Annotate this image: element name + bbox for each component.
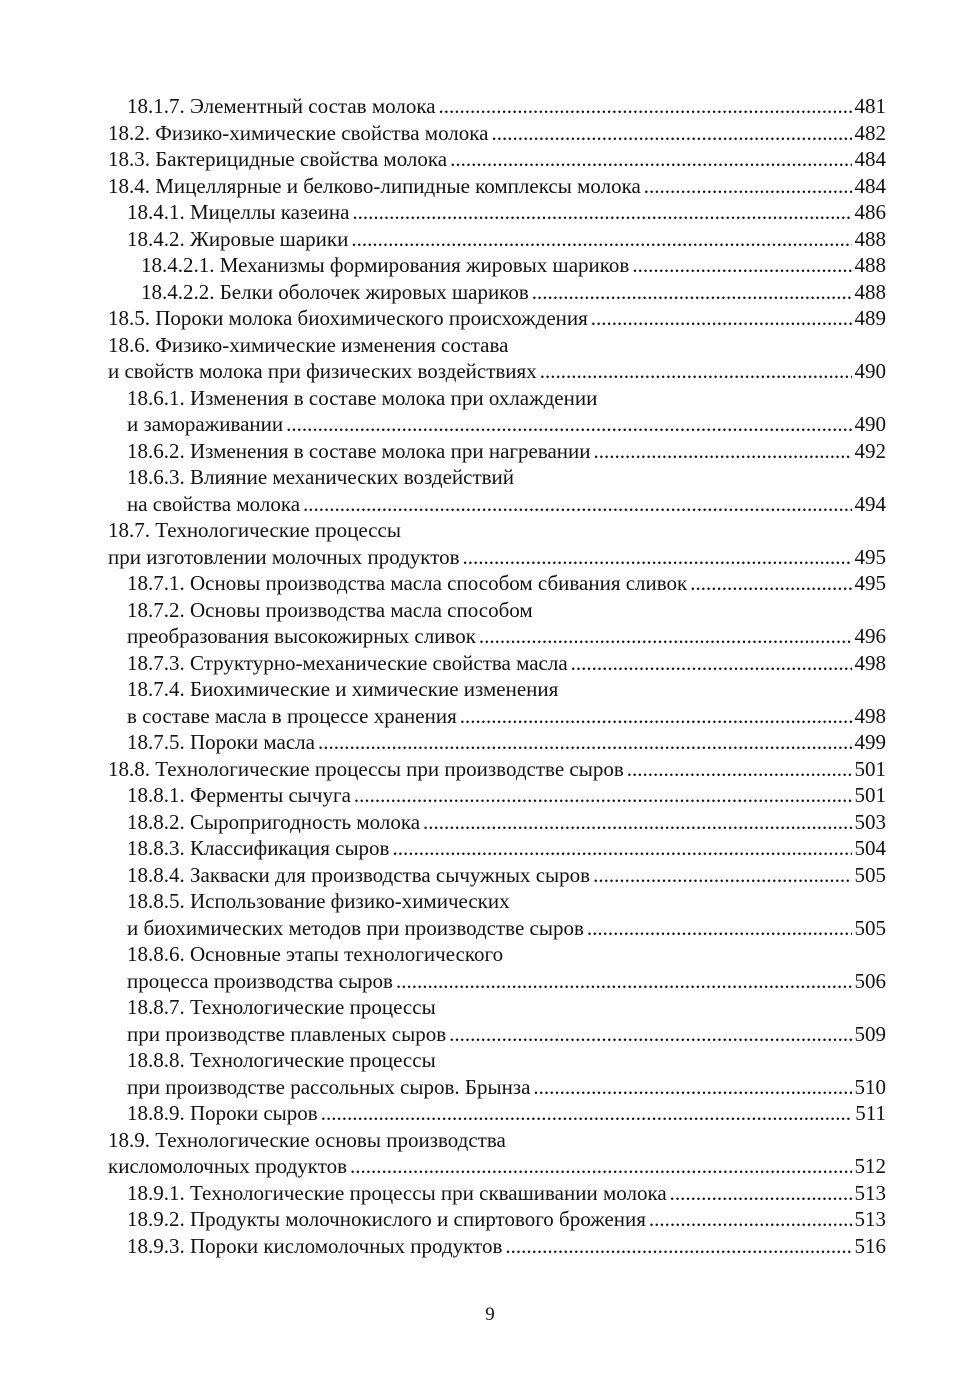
- toc-entry: [108, 756, 886, 783]
- toc-entry-title: 18.9.2. Продукты молочнокислого и спиртового брожения: [127, 1207, 646, 1231]
- toc-entry-title: 18.8.4. Закваски для производства сычужных сыров: [127, 862, 591, 887]
- toc-entry: [108, 226, 886, 253]
- toc-entry-page: 510: [854, 1074, 886, 1099]
- dot-leader: [690, 570, 851, 597]
- dot-leader: [352, 199, 851, 226]
- toc-entry-page: 489: [854, 306, 886, 330]
- toc-entry-page: 496: [854, 624, 886, 648]
- toc-entry-title: 18.9.3. Пороки кисломолочных продуктов: [127, 1233, 503, 1258]
- dot-leader: [350, 1153, 851, 1180]
- toc-entry-title: в составе масла в процессе хранения: [127, 703, 457, 728]
- toc-entry-page: 499: [854, 730, 886, 754]
- toc-entry-title: на свойства молока: [127, 491, 301, 516]
- toc-entry-title: 18.7.4. Биохимические и химические изменения: [127, 677, 559, 701]
- toc-entry-page: 490: [854, 412, 886, 436]
- toc-entry-page: 504: [854, 836, 886, 860]
- toc-entry-page: 481: [854, 94, 886, 118]
- toc-entry-title: кисломолочных продуктов: [108, 1154, 348, 1178]
- dot-leader: [351, 226, 851, 253]
- toc-entry-title: 18.1.7. Элементный состав молока: [127, 94, 436, 118]
- toc-entry-title: 18.4.2.2. Белки оболочек жировых шариков: [141, 279, 529, 304]
- dot-leader: [392, 835, 851, 862]
- toc-entry: [108, 1021, 886, 1048]
- toc-entry: [108, 173, 886, 200]
- toc-entry-page: 490: [854, 359, 886, 383]
- toc-entry: [108, 835, 886, 862]
- toc-entry-title: 18.9.1. Технологические процессы при сквашивании молока: [127, 1180, 667, 1205]
- dot-leader: [439, 93, 852, 120]
- toc-entry-title: и замораживании: [127, 412, 284, 436]
- toc-entry-title: и свойств молока при физических воздействиях: [108, 359, 537, 383]
- toc-entry: [108, 809, 886, 836]
- dot-leader: [533, 1074, 851, 1101]
- toc-entry-page: 484: [854, 147, 886, 171]
- dot-leader: [423, 809, 851, 836]
- toc-entry: [108, 438, 886, 465]
- toc-entry-page: 513: [854, 1180, 886, 1205]
- toc-entry-title: при производстве плавленых сыров: [127, 1021, 447, 1046]
- toc-entry-title: 18.7.1. Основы производства масла способом сбивания сливок: [127, 571, 688, 595]
- toc-entry: [108, 1047, 886, 1074]
- toc-entry-page: 512: [854, 1154, 886, 1178]
- dot-leader: [321, 1100, 853, 1127]
- toc-entry: [108, 332, 886, 359]
- toc-entry-title: 18.7.5. Пороки масла: [127, 730, 315, 754]
- dot-leader: [354, 782, 852, 809]
- dot-leader: [644, 173, 852, 200]
- toc-entry-page: 488: [854, 253, 886, 277]
- dot-leader: [571, 650, 852, 677]
- toc-entry-page: 505: [854, 862, 886, 887]
- toc-entry: [108, 729, 886, 756]
- toc-entry: [108, 703, 886, 730]
- toc-entry: [108, 1127, 886, 1154]
- dot-leader: [591, 305, 852, 332]
- table-of-contents: [108, 93, 886, 1259]
- toc-entry: [108, 120, 886, 147]
- toc-entry-title: 18.8.7. Технологические процессы: [127, 995, 436, 1019]
- toc-entry: [108, 650, 886, 677]
- toc-entry-title: 18.4.2.1. Механизмы формирования жировых шариков: [141, 253, 630, 277]
- toc-entry-page: 498: [854, 650, 886, 675]
- page-number: 9: [485, 1304, 495, 1325]
- toc-entry-page: 501: [854, 783, 886, 807]
- dot-leader: [479, 623, 852, 650]
- toc-entry-page: 484: [854, 173, 886, 198]
- toc-entry-page: 503: [854, 809, 886, 834]
- dot-leader: [593, 862, 851, 889]
- toc-entry-title: 18.8.8. Технологические процессы: [127, 1048, 436, 1072]
- dot-leader: [491, 120, 851, 147]
- toc-entry: [108, 1100, 886, 1127]
- toc-entry: [108, 968, 886, 995]
- toc-entry: [108, 915, 886, 942]
- dot-leader: [505, 1233, 851, 1260]
- toc-entry-page: 495: [854, 571, 886, 595]
- toc-entry: [108, 676, 886, 703]
- dot-leader: [632, 252, 851, 279]
- dot-leader: [396, 968, 852, 995]
- toc-entry: [108, 782, 886, 809]
- dot-leader: [594, 438, 852, 465]
- toc-entry-title: 18.3. Бактерицидные свойства молока: [108, 147, 448, 171]
- toc-entry: [108, 888, 886, 915]
- toc-entry-title: 18.8.1. Ферменты сычуга: [127, 783, 351, 807]
- toc-entry: [108, 1180, 886, 1207]
- toc-entry-title: и биохимических методов при производстве сыров: [127, 915, 584, 940]
- toc-entry-title: 18.7.2. Основы производства масла способом: [127, 597, 533, 622]
- toc-entry: [108, 464, 886, 491]
- dot-leader: [318, 729, 852, 756]
- toc-entry-title: 18.8. Технологические процессы при производстве сыров: [108, 756, 624, 781]
- toc-entry: [108, 597, 886, 624]
- toc-entry-title: 18.4.1. Мицеллы казеина: [127, 200, 350, 224]
- dot-leader: [649, 1206, 852, 1233]
- dot-leader: [303, 491, 851, 518]
- dot-leader: [286, 411, 851, 438]
- toc-entry-page: 505: [854, 915, 886, 940]
- dot-leader: [587, 915, 852, 942]
- dot-leader: [670, 1180, 852, 1207]
- toc-entry-title: 18.8.6. Основные этапы технологического: [127, 942, 504, 966]
- dot-leader: [627, 756, 852, 783]
- toc-entry: [108, 411, 886, 438]
- toc-entry-page: 516: [854, 1233, 886, 1258]
- toc-entry-page: 513: [854, 1207, 886, 1231]
- toc-entry-title: 18.5. Пороки молока биохимического происхождения: [108, 306, 588, 330]
- toc-entry: [108, 1074, 886, 1101]
- toc-entry-title: преобразования высокожирных сливок: [127, 624, 476, 648]
- toc-entry: [108, 1153, 886, 1180]
- toc-entry: [108, 1206, 886, 1233]
- toc-entry: [108, 994, 886, 1021]
- dot-leader: [460, 703, 852, 730]
- toc-entry: [108, 517, 886, 544]
- toc-entry-page: 486: [854, 200, 886, 224]
- toc-entry: [108, 358, 886, 385]
- toc-entry-page: 488: [854, 226, 886, 251]
- toc-entry: [108, 941, 886, 968]
- toc-entry-page: 498: [854, 703, 886, 728]
- toc-entry-page: 492: [854, 438, 886, 463]
- toc-entry-title: 18.7.3. Структурно-механические свойства масла: [127, 650, 568, 675]
- toc-entry-page: 482: [854, 120, 886, 145]
- toc-entry-title: 18.8.9. Пороки сыров: [127, 1101, 318, 1125]
- toc-entry-title: 18.9. Технологические основы производства: [108, 1127, 506, 1152]
- toc-entry: [108, 862, 886, 889]
- toc-entry: [108, 305, 886, 332]
- toc-entry-page: 488: [854, 279, 886, 304]
- toc-entry-title: процесса производства сыров: [127, 968, 393, 993]
- toc-entry-title: 18.7. Технологические процессы: [108, 518, 401, 542]
- toc-entry-title: 18.4.2. Жировые шарики: [127, 226, 349, 251]
- toc-entry: [108, 544, 886, 571]
- toc-entry-page: 494: [854, 491, 886, 516]
- toc-entry-page: 501: [854, 756, 886, 781]
- toc-entry: [108, 623, 886, 650]
- toc-entry: [108, 491, 886, 518]
- toc-entry-page: 511: [855, 1101, 886, 1125]
- toc-entry: [108, 1233, 886, 1260]
- toc-entry-page: 495: [854, 544, 886, 569]
- dot-leader: [450, 146, 851, 173]
- toc-entry-title: при изготовлении молочных продуктов: [108, 544, 460, 569]
- toc-entry-title: 18.6. Физико-химические изменения состава: [108, 332, 509, 357]
- toc-entry-title: 18.2. Физико-химические свойства молока: [108, 120, 489, 145]
- dot-leader: [463, 544, 852, 571]
- toc-entry-title: 18.6.2. Изменения в составе молока при нагревании: [127, 438, 591, 463]
- toc-entry-page: 509: [854, 1021, 886, 1046]
- dot-leader: [532, 279, 852, 306]
- dot-leader: [449, 1021, 851, 1048]
- toc-entry-title: 18.6.1. Изменения в составе молока при охлаждении: [127, 385, 598, 410]
- toc-entry: [108, 146, 886, 173]
- toc-entry-title: 18.8.2. Сыропригодность молока: [127, 809, 421, 834]
- toc-entry: [108, 252, 886, 279]
- toc-entry: [108, 385, 886, 412]
- dot-leader: [540, 358, 852, 385]
- toc-entry: [108, 570, 886, 597]
- toc-entry-title: 18.6.3. Влияние механических воздействий: [127, 465, 515, 489]
- toc-entry-title: 18.4. Мицеллярные и белково-липидные комплексы молока: [108, 173, 641, 198]
- toc-entry-title: 18.8.5. Использование физико-химических: [127, 889, 510, 913]
- toc-entry: [108, 93, 886, 120]
- toc-entry-title: при производстве рассольных сыров. Брынза: [127, 1074, 531, 1099]
- toc-entry: [108, 199, 886, 226]
- toc-entry-page: 506: [854, 968, 886, 993]
- toc-entry: [108, 279, 886, 306]
- toc-entry-title: 18.8.3. Классификация сыров: [127, 836, 390, 860]
